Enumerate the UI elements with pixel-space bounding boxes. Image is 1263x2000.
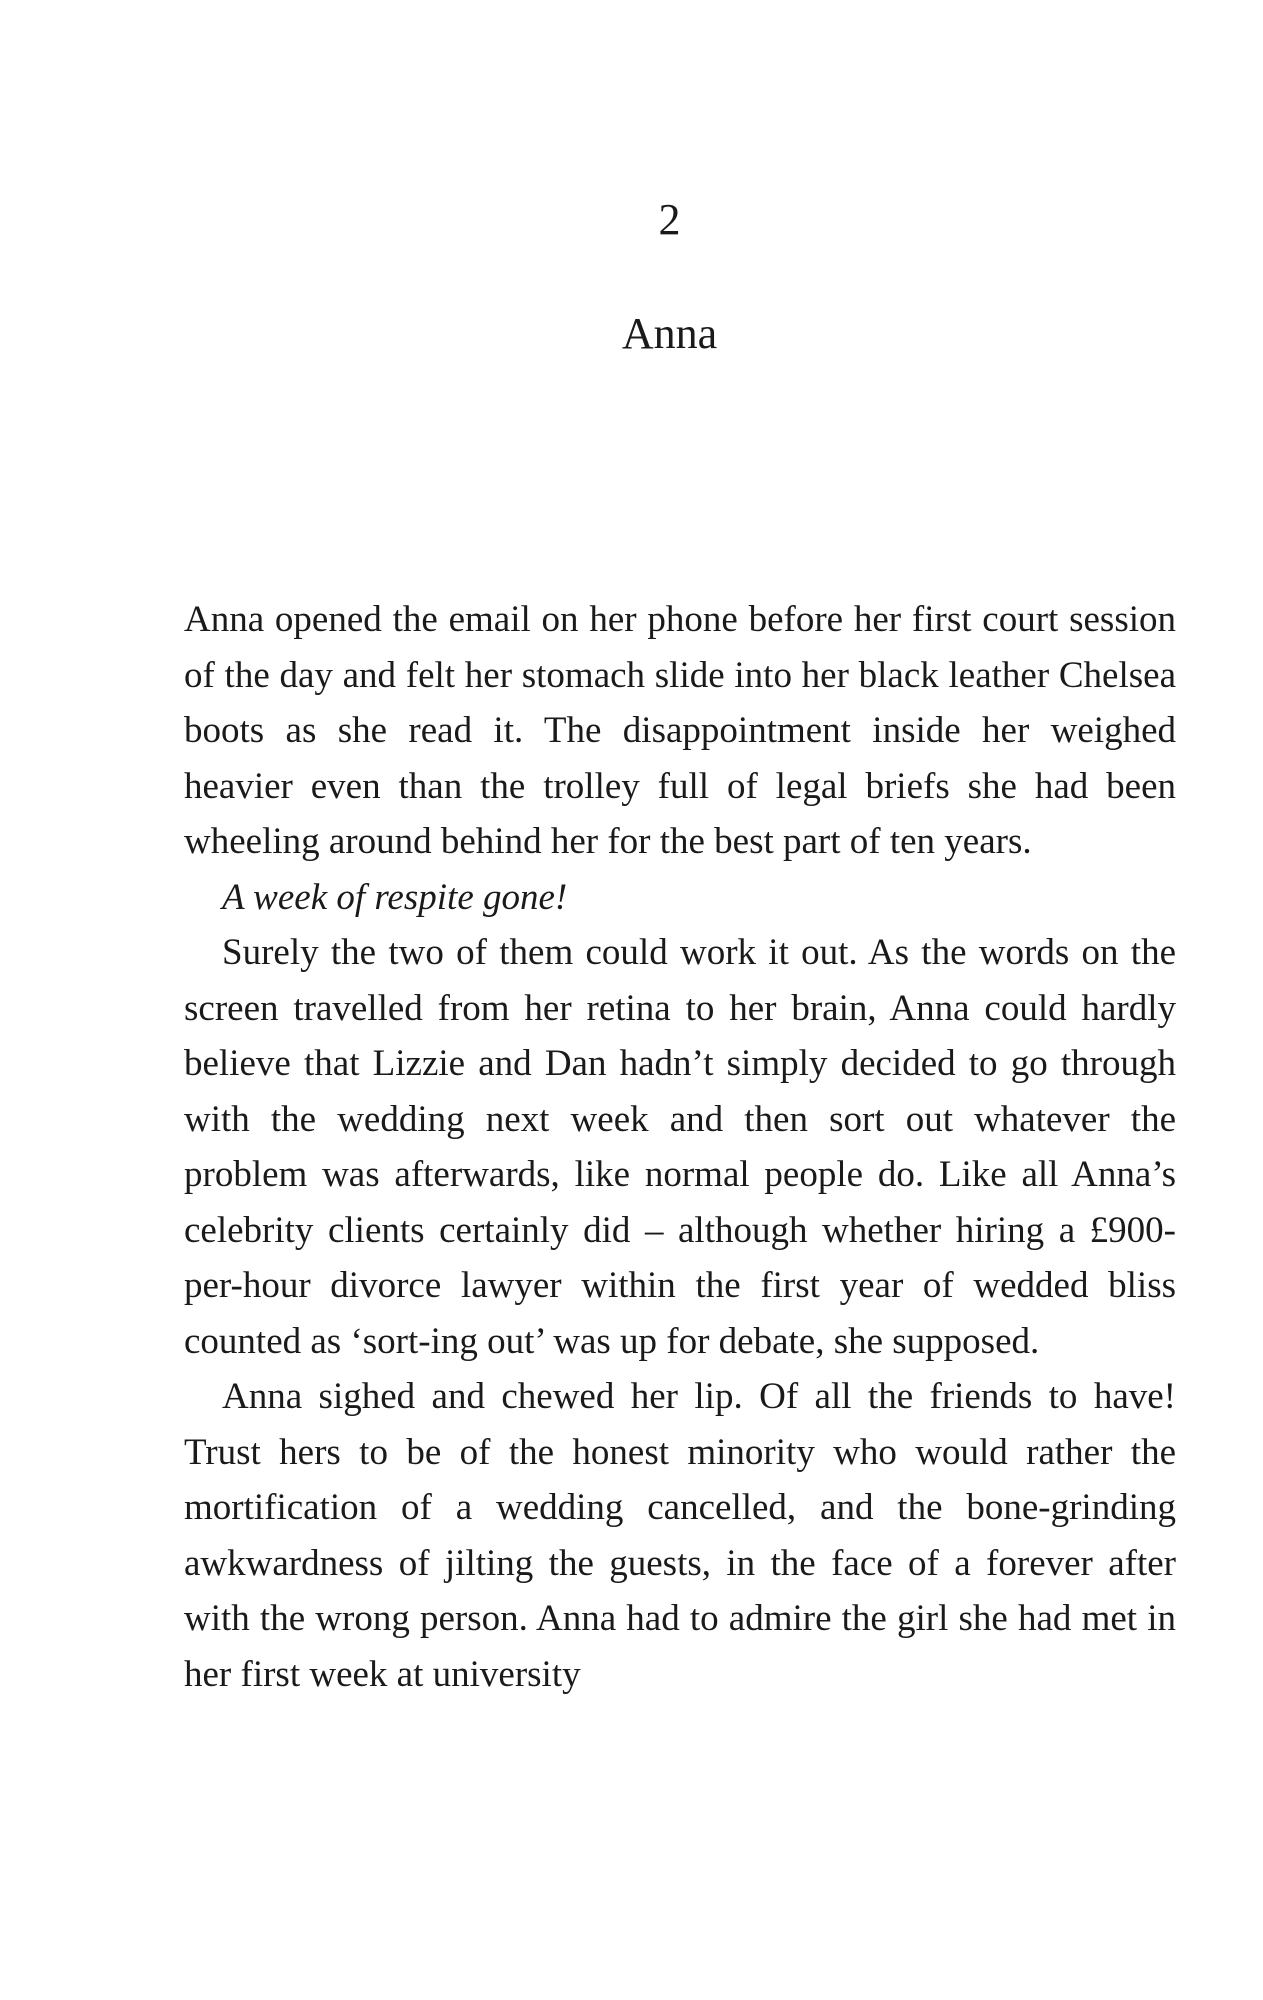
paragraph-4: Anna sighed and chewed her lip. Of all the friends to have! Trust hers to be of the honest minority who would rather the mortification of a wedding cancelled, and the bone-grinding awkwardness of jilting the guests, in the face of a forever after with the wrong person. Anna had to admire the girl she had met in her first week at university	[184, 1376, 1176, 1695]
chapter-number: 2	[658, 195, 681, 244]
paragraph-3: Surely the two of them could work it out. As the words on the screen travelled from her retina to her brain, Anna could hardly believe that Lizzie and Dan hadn’t simply decided to go through with the wedding next week and then sort out whatever the problem was afterwards, like normal people do. Like all Anna’s celebrity clients certainly did – although whether hiring a £900-per-hour divorce lawyer within the first year of wedded bliss counted as ‘sort-ing out’ was up for debate, she supposed.	[184, 932, 1176, 1362]
chapter-title: Anna	[621, 309, 718, 358]
paragraph-1: Anna opened the email on her phone before her first court session of the day and felt her stomach slide into her black leather Chelsea boots as she read it. The disappointment inside her weighed heavier even than the trolley full of legal briefs she had been wheeling around behind her for the best part of ten years.	[184, 599, 1176, 862]
chapter-body	[184, 592, 1176, 1702]
paragraph-2-italic: A week of respite gone!	[222, 876, 568, 918]
